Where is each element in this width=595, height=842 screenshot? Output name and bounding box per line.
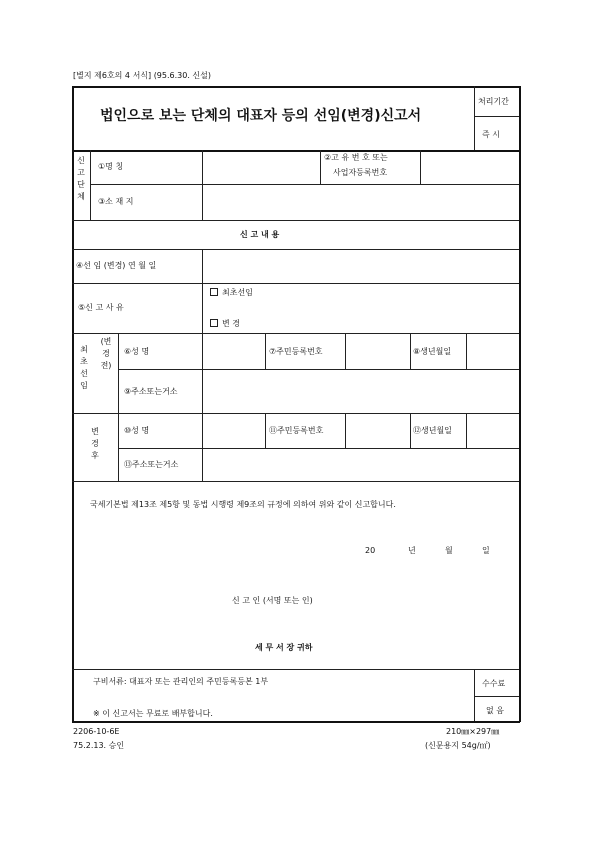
before-group-label: 최초선임 bbox=[80, 345, 88, 390]
before-addr-field[interactable] bbox=[204, 371, 518, 411]
border-left bbox=[72, 86, 74, 722]
fee-label: 수수료 bbox=[482, 679, 506, 688]
line-9 bbox=[118, 448, 519, 449]
before-name-field[interactable] bbox=[204, 335, 263, 367]
reason-option-change[interactable] bbox=[210, 319, 240, 329]
v-birth-a2 bbox=[466, 333, 467, 369]
line-8 bbox=[72, 413, 519, 414]
reason-option-initial-text: 최초선임 bbox=[222, 288, 253, 297]
v-rrn-b2 bbox=[345, 413, 346, 448]
fee-line bbox=[474, 696, 519, 697]
v-birth-a bbox=[410, 333, 411, 369]
fee-value: 없 음 bbox=[486, 706, 504, 715]
after-addr-field[interactable] bbox=[204, 450, 518, 479]
addressee: 세 무 서 장 귀하 bbox=[255, 643, 313, 652]
v-birth-b2 bbox=[466, 413, 467, 448]
footer-paper: (신문용지 54g/㎡) bbox=[425, 741, 491, 750]
border-top bbox=[72, 86, 520, 88]
line-11 bbox=[72, 669, 519, 670]
before-birth-field[interactable] bbox=[468, 335, 518, 367]
after-birth-label: ⑫생년월일 bbox=[413, 426, 452, 435]
reporter-group-label: 신고단체 bbox=[77, 156, 85, 201]
date-day-unit: 일 bbox=[482, 546, 490, 555]
v-label-1 bbox=[202, 150, 203, 220]
footer-approval: 75.2.13. 승인 bbox=[73, 741, 125, 750]
free-note: ※ 이 신고서는 무료로 배부합니다. bbox=[93, 709, 213, 718]
date-label: ④선 임 (변경) 연 월 일 bbox=[76, 261, 157, 270]
line-5 bbox=[72, 283, 519, 284]
processing-value: 즉 시 bbox=[482, 130, 500, 139]
checkbox-initial[interactable] bbox=[210, 288, 218, 296]
name-field[interactable] bbox=[204, 152, 318, 182]
v-rrn-a bbox=[265, 333, 266, 369]
processing-divider bbox=[474, 86, 475, 150]
before-rrn-field[interactable] bbox=[347, 335, 408, 367]
required-docs: 구비서류: 대표자 또는 관리인의 주민등록등본 1부 bbox=[93, 677, 269, 686]
reg-no-field[interactable] bbox=[422, 152, 518, 182]
v-label-3 bbox=[202, 333, 203, 481]
v-reporter bbox=[90, 150, 91, 220]
date-year-unit: 년 bbox=[408, 546, 416, 555]
after-rrn-label: ⑪주민등록번호 bbox=[269, 426, 324, 435]
after-name-label: ⑩성 명 bbox=[124, 426, 150, 435]
v-rrn-a2 bbox=[345, 333, 346, 369]
footer-size: 210㎜×297㎜ bbox=[446, 727, 500, 736]
line-3 bbox=[72, 220, 519, 221]
name-label: ①명 칭 bbox=[98, 162, 124, 171]
date-month-unit: 월 bbox=[445, 546, 453, 555]
form-header-note: [별지 제6호의 4 서식] (95.6.30. 신설) bbox=[73, 71, 212, 80]
before-group-label-2: (변경전) bbox=[100, 337, 112, 370]
signer-line: 신 고 인 (서명 또는 인) bbox=[232, 596, 313, 605]
before-addr-label: ⑨주소또는거소 bbox=[124, 387, 178, 396]
reason-option-change-text: 변 경 bbox=[222, 319, 240, 328]
checkbox-change[interactable] bbox=[210, 319, 218, 327]
after-addr-label: ⑬주소또는거소 bbox=[124, 460, 179, 469]
line-4 bbox=[72, 249, 519, 250]
footer-code: 2206-10-6E bbox=[73, 727, 120, 736]
v-label-2 bbox=[202, 249, 203, 333]
section-title: 신 고 내 용 bbox=[240, 230, 280, 239]
date-field[interactable] bbox=[204, 251, 518, 281]
v-birth-b bbox=[410, 413, 411, 448]
reason-label: ⑤신 고 사 유 bbox=[78, 303, 124, 312]
line-7 bbox=[118, 369, 519, 370]
processing-label: 처리기간 bbox=[478, 97, 509, 106]
line-2 bbox=[90, 184, 519, 185]
v-reg bbox=[320, 150, 321, 184]
border-bottom bbox=[72, 721, 520, 723]
processing-line bbox=[474, 116, 519, 117]
after-name-field[interactable] bbox=[204, 415, 263, 446]
after-rrn-field[interactable] bbox=[347, 415, 408, 446]
reg-no-label-2: 사업자등록번호 bbox=[333, 168, 388, 177]
before-rrn-label: ⑦주민등록번호 bbox=[269, 347, 323, 356]
v-fee bbox=[474, 669, 475, 721]
v-group bbox=[118, 333, 119, 481]
reason-option-initial[interactable] bbox=[210, 288, 253, 298]
v-reg-2 bbox=[420, 150, 421, 184]
reg-no-label: ②고 유 번 호 또는 bbox=[324, 153, 388, 162]
after-birth-field[interactable] bbox=[468, 415, 518, 446]
after-group-label: 변경후 bbox=[91, 427, 99, 460]
line-6 bbox=[72, 333, 519, 334]
line-10 bbox=[72, 481, 519, 482]
location-field[interactable] bbox=[204, 186, 518, 218]
date-year: 20 bbox=[365, 546, 376, 555]
v-rrn-b bbox=[265, 413, 266, 448]
form-title: 법인으로 보는 단체의 대표자 등의 선임(변경)신고서 bbox=[100, 108, 422, 124]
location-label: ③소 재 지 bbox=[98, 197, 134, 206]
before-birth-label: ⑧생년월일 bbox=[413, 347, 452, 356]
border-right bbox=[519, 86, 521, 722]
before-name-label: ⑥성 명 bbox=[124, 347, 150, 356]
statement-text: 국세기본법 제13조 제5항 및 동법 시행령 제9조의 규정에 의하여 위와 같이 신고합니다. bbox=[90, 500, 396, 509]
